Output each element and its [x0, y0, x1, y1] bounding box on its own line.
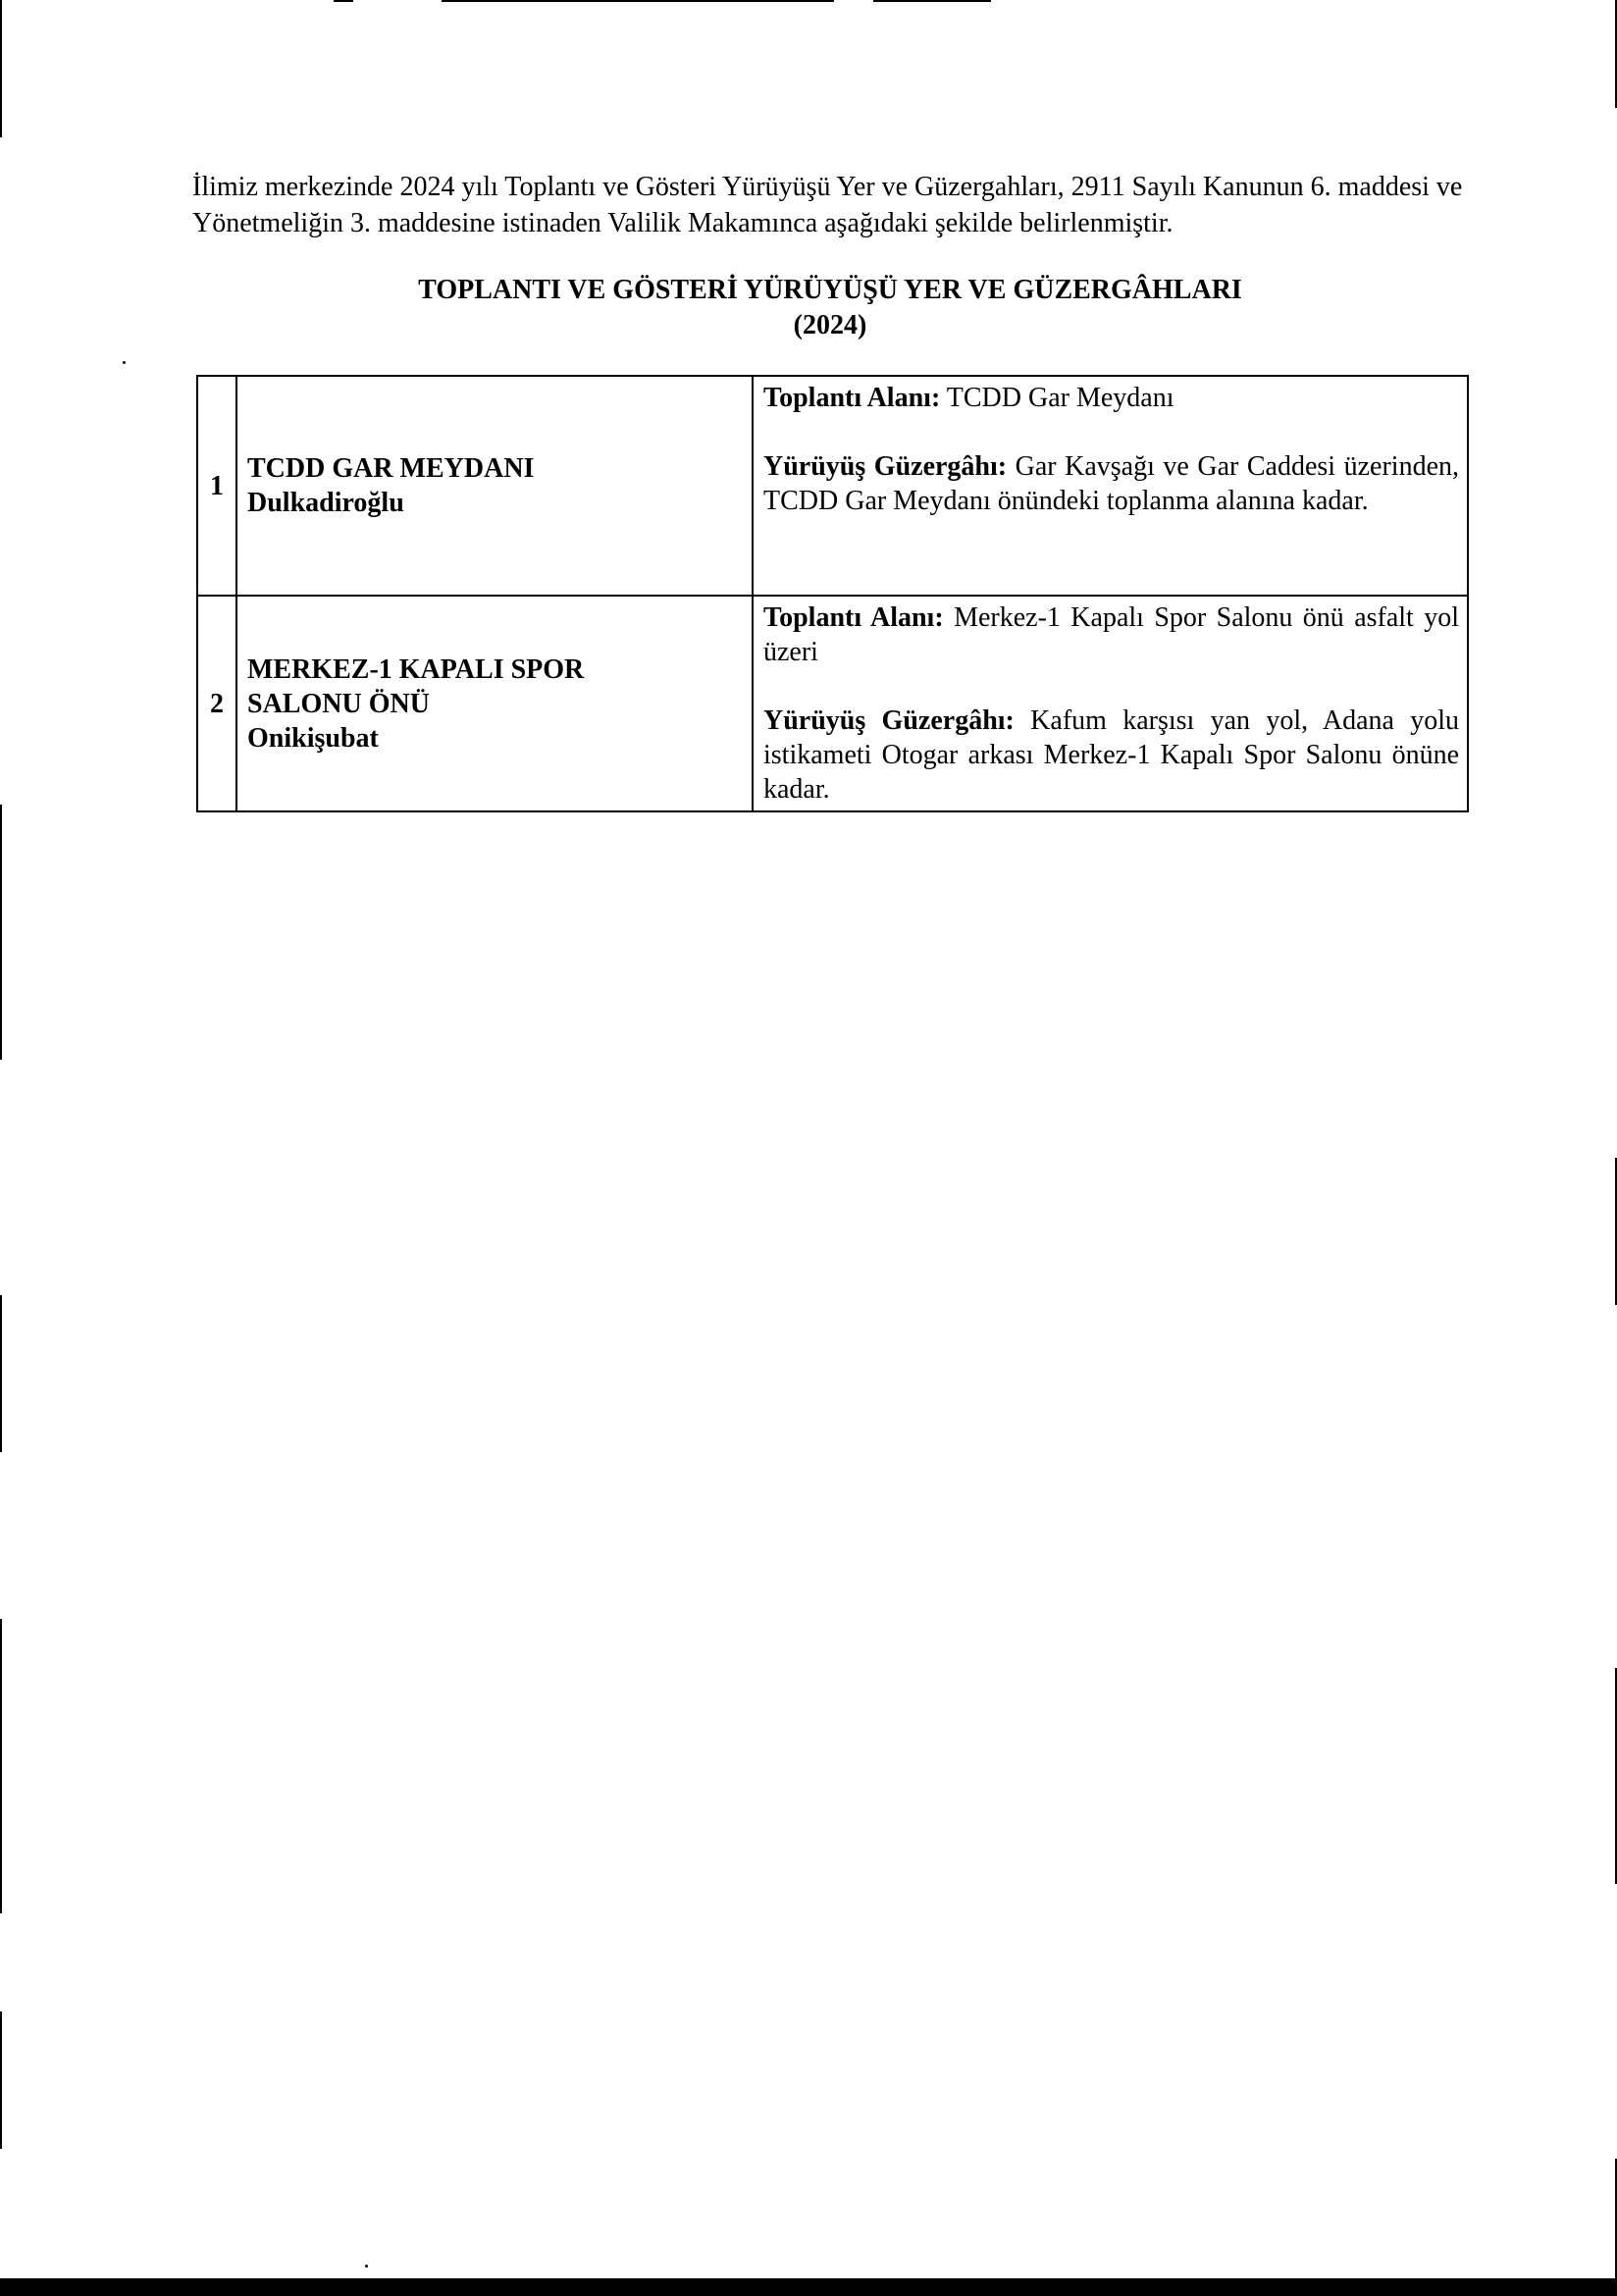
scan-artifact-left-edge	[0, 805, 2, 1060]
document-title-line: TOPLANTI VE GÖSTERİ YÜRÜYÜŞÜ YER VE GÜZERGÂHLARI	[418, 275, 1242, 305]
place-name: MERKEZ-1 KAPALI SPOR	[247, 653, 585, 685]
table-row	[197, 596, 1468, 811]
scan-artifact-top-line	[334, 0, 353, 2]
scan-artifact-dot	[365, 2265, 368, 2268]
row-number: 1	[197, 376, 236, 596]
row-number: 2	[197, 596, 236, 811]
scan-artifact-left-edge	[0, 1295, 2, 1452]
scan-artifact-bottom-band	[0, 2278, 1617, 2296]
march-route-value: Kafum karşısı yan yol, Adana yolu istikameti Otogar arkası Merkez-1 Kapalı Spor Salonu önüne kadar.	[763, 705, 1460, 805]
place-cell	[236, 596, 753, 811]
meeting-area-label: Toplantı Alanı:	[763, 602, 944, 633]
march-route-label: Yürüyüş Güzergâhı:	[763, 451, 1008, 482]
march-route	[763, 449, 1459, 518]
description-cell	[753, 376, 1468, 596]
meeting-area-label: Toplantı Alanı:	[763, 383, 941, 413]
meeting-area-value: Merkez-1 Kapalı Spor Salonu önü asfalt yol üzeri	[763, 602, 1460, 667]
meeting-area	[763, 381, 1459, 415]
intro-paragraph: İlimiz merkezinde 2024 yılı Toplantı ve Gösteri Yürüyüşü Yer ve Güzergahları, 2911 Sayılı Kanunun 6. maddesi ve Yönetmeliğin 3. maddesine istinaden Valilik Makamınca aşağıdaki şekilde belirlenmiştir.	[192, 172, 1463, 238]
scan-artifact-left-edge	[0, 0, 2, 137]
district-name: Onikişubat	[247, 722, 379, 754]
scan-artifact-left-edge	[0, 2011, 2, 2149]
document-title-year: (2024)	[793, 310, 867, 340]
meeting-area	[763, 600, 1459, 669]
place-cell	[236, 376, 753, 596]
scan-artifact-left-edge	[0, 1619, 2, 1913]
scan-artifact-top-line	[442, 0, 834, 2]
routes-table	[196, 375, 1469, 812]
march-route-label: Yürüyüş Güzergâhı:	[763, 705, 1015, 736]
scan-artifact-top-line	[873, 0, 991, 2]
description-cell	[753, 596, 1468, 811]
place-name: SALONU ÖNÜ	[247, 688, 430, 719]
march-route-value: Gar Kavşağı ve Gar Caddesi üzerinden, TCDD Gar Meydanı önündeki toplanma alanına kadar.	[763, 451, 1460, 516]
meeting-area-value: TCDD Gar Meydanı	[946, 383, 1174, 413]
march-route	[763, 704, 1459, 807]
district-name: Dulkadiroğlu	[247, 488, 404, 518]
place-name: TCDD GAR MEYDANI	[247, 453, 535, 484]
document-title	[192, 273, 1468, 343]
table-row	[197, 376, 1468, 596]
scan-artifact-dot	[123, 361, 126, 364]
